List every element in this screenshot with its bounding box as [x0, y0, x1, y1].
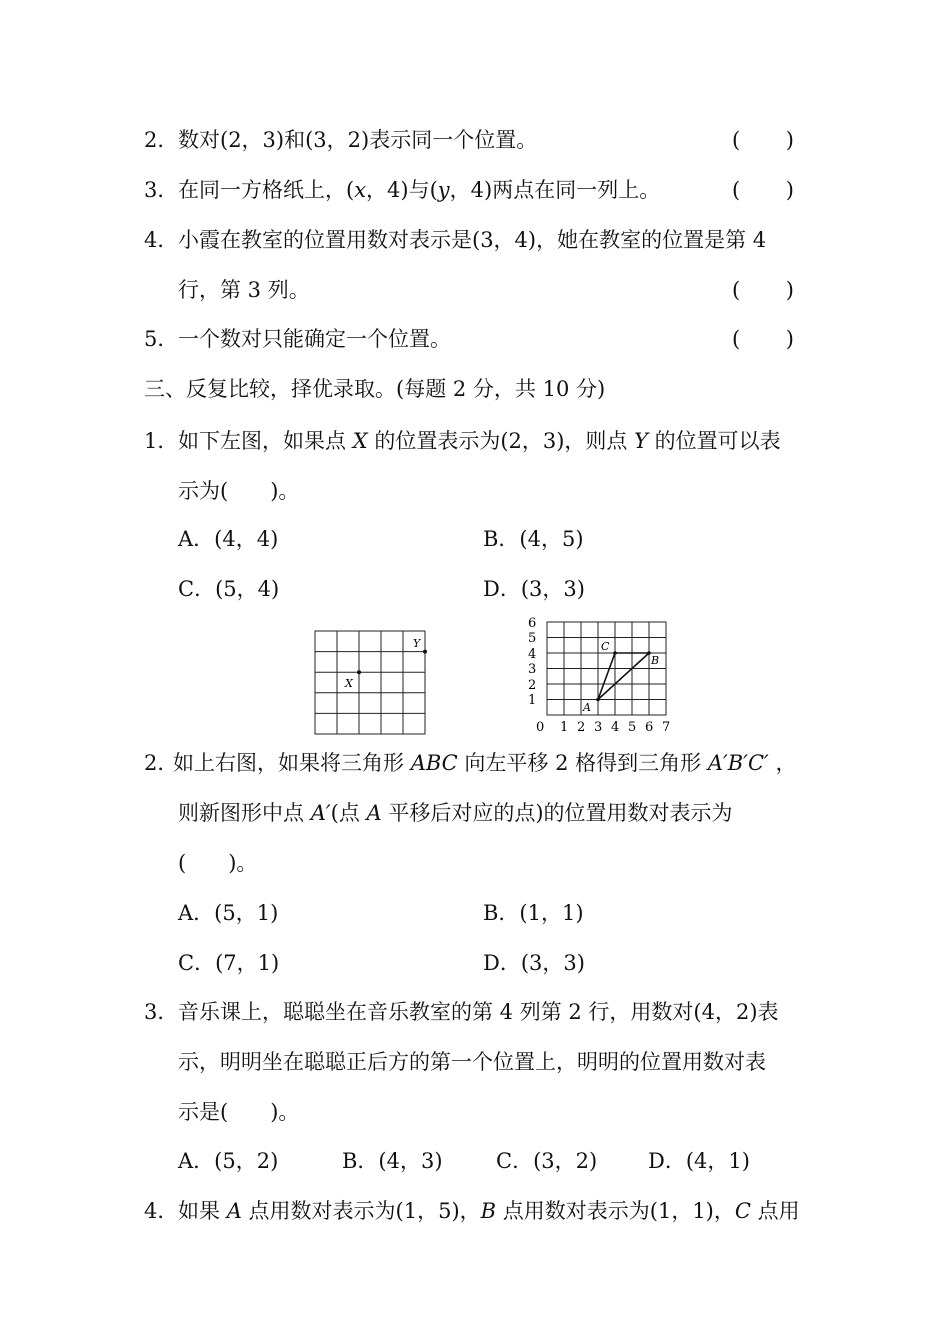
item-number: 4．: [144, 1199, 179, 1223]
grid-lines: [315, 631, 425, 734]
option-c[interactable]: C．(7，1): [178, 951, 280, 975]
left-grid-figure: [310, 626, 440, 738]
mc-options-row: [0, 522, 950, 556]
answer-parentheses[interactable]: ( ): [732, 178, 794, 202]
mc-question-2-line2: [0, 796, 950, 830]
question-text-line3: ( )。: [178, 851, 258, 875]
x-tick: 2: [577, 720, 586, 735]
item-text-line2: 行，第 3 列。: [178, 278, 310, 302]
question-text: 如果 A 点用数对表示为(1，5)，B 点用数对表示为(1，1)，C 点用: [178, 1199, 800, 1223]
answer-parentheses[interactable]: ( ): [732, 327, 794, 351]
option-a[interactable]: A．(5，2): [178, 1149, 279, 1173]
question-text: 如上右图，如果将三角形 ABC 向左平移 2 格得到三角形 A′B′C′ ，: [173, 751, 797, 775]
section-title: 三、反复比较，择优录取。(每题 2 分，共 10 分): [144, 377, 606, 401]
mc-options-row: [0, 896, 950, 930]
answer-parentheses[interactable]: ( ): [732, 128, 794, 152]
mc-question-2-line3: [0, 846, 950, 880]
question-text-line2: 则新图形中点 A′(点 A 平移后对应的点)的位置用数对表示为: [178, 801, 733, 825]
y-tick: 2: [528, 678, 537, 693]
x-tick: 4: [611, 720, 620, 735]
option-b[interactable]: B．(1，1): [483, 901, 584, 925]
item-number: 1．: [144, 429, 179, 453]
judge-item-4-line2: [0, 273, 950, 307]
right-coordinate-figure: [522, 612, 682, 740]
x-tick: 0: [536, 720, 545, 735]
x-tick: 6: [645, 720, 654, 735]
item-text: 一个数对只能确定一个位置。: [178, 327, 451, 351]
question-text: 音乐课上，聪聪坐在音乐教室的第 4 列第 2 行，用数对(4，2)表: [178, 1000, 779, 1024]
mc-question-3-line2: [0, 1045, 950, 1079]
mc-question-1-line2: [0, 474, 950, 508]
x-tick: 1: [560, 720, 569, 735]
option-c[interactable]: C．(3，2): [496, 1149, 598, 1173]
point-x: [357, 670, 361, 674]
answer-parentheses[interactable]: ( ): [732, 278, 794, 302]
y-axis-ticks: [528, 616, 536, 708]
y-tick: 6: [528, 616, 537, 631]
option-b[interactable]: B．(4，3): [342, 1149, 443, 1173]
mc-options-row: [0, 946, 950, 980]
judge-item-3: [0, 173, 950, 207]
x-axis-ticks: [536, 720, 670, 735]
question-text-line2: 示，明明坐在聪聪正后方的第一个位置上，明明的位置用数对表: [178, 1050, 766, 1074]
mc-question-2: [0, 746, 950, 780]
x-tick: 5: [628, 720, 637, 735]
mc-question-1: [0, 424, 950, 458]
item-text: 在同一方格纸上，(x，4)与(y，4)两点在同一列上。: [178, 178, 661, 202]
judge-item-5: [0, 322, 950, 356]
point-a: [596, 698, 600, 702]
point-c: [613, 651, 617, 655]
triangle-abc: [598, 653, 649, 700]
label-x: X: [345, 677, 353, 690]
y-tick: 5: [528, 631, 537, 646]
mc-options-row: [0, 572, 950, 606]
option-d[interactable]: D．(3，3): [483, 951, 585, 975]
item-number: 2．: [144, 128, 179, 152]
judge-item-4: [0, 223, 950, 257]
label-y: Y: [413, 637, 421, 650]
item-number: 2．: [144, 751, 179, 775]
item-text: 数对(2，3)和(3，2)表示同一个位置。: [178, 128, 538, 152]
label-c: C: [601, 640, 610, 653]
y-tick: 3: [528, 662, 537, 677]
option-a[interactable]: A．(5，1): [178, 901, 279, 925]
option-c[interactable]: C．(5，4): [178, 577, 280, 601]
option-a[interactable]: A．(4，4): [178, 527, 279, 551]
x-tick: 7: [662, 720, 671, 735]
item-number: 3．: [144, 1000, 179, 1024]
mc-question-3: [0, 995, 950, 1029]
question-text-line2: 示为( )。: [178, 479, 300, 503]
coordinate-grid: [547, 622, 666, 715]
mc-options-row: [0, 1144, 950, 1178]
label-a: A: [583, 701, 591, 714]
x-tick: 3: [594, 720, 603, 735]
question-text: 如下左图，如果点 X 的位置表示为(2，3)，则点 Y 的位置可以表: [178, 429, 781, 453]
option-d[interactable]: D．(3，3): [483, 577, 585, 601]
option-b[interactable]: B．(4，5): [483, 527, 584, 551]
item-number: 4．: [144, 228, 179, 252]
item-number: 5．: [144, 327, 179, 351]
point-y: [423, 650, 427, 654]
option-d[interactable]: D．(4，1): [648, 1149, 750, 1173]
mc-question-3-line3: [0, 1095, 950, 1129]
y-tick: 1: [528, 693, 537, 708]
label-b: B: [651, 654, 660, 667]
item-text-line1: 小霞在教室的位置用数对表示是(3，4)，她在教室的位置是第 4: [178, 228, 767, 252]
mc-question-4: [0, 1194, 950, 1228]
section-heading: [0, 372, 950, 406]
question-text-line3: 示是( )。: [178, 1100, 300, 1124]
y-tick: 4: [528, 647, 537, 662]
item-number: 3．: [144, 178, 179, 202]
judge-item-2: [0, 123, 950, 157]
